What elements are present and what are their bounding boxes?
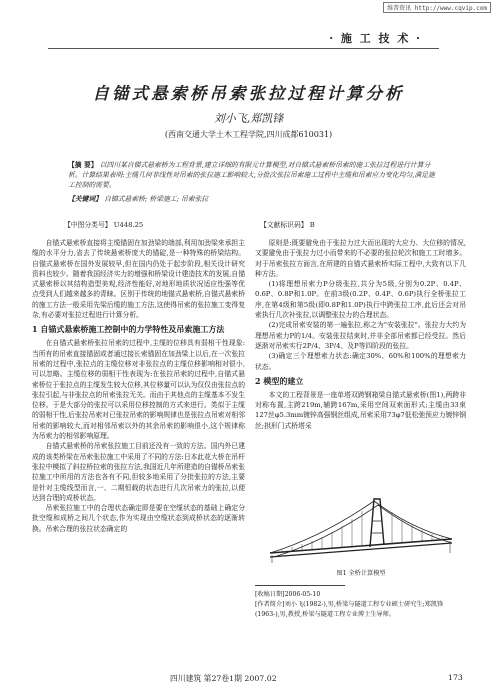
piers	[272, 541, 450, 563]
footnote	[255, 590, 466, 619]
keywords	[68, 193, 440, 203]
paragraph: 吊索张拉施工中的合理状态确定即是要在空缆状态的基础上确定分批空缆和成桥之间几个状态,作为实现由空缆状态到成桥状态的逐渐转换。吊索合理的张拉状态确定的	[32, 504, 245, 533]
classification-label: 【中图分类号】	[64, 221, 112, 229]
paragraph: 本文的工程背景是一座单塔双跨钢箱梁自锚式悬索桥(图1),两跨非对称布置,主跨219m,辅跨167m,采用空间双索面形式;主缆由33束127丝φ5.3mm镀锌高强钢丝组成,吊索采用73φ7低松弛预应力镀锌钢丝;拱形门式桥塔采	[255, 390, 466, 430]
paragraph: 自锚式悬索桥直接将主缆锚固在加劲梁的端部,利用加劲梁来承担主缆的水平分力,省去了传统悬索桥庞大的锚碇,是一种特殊的桥梁结构。自锚式悬索桥在国外发展较早,但在国内仍处于起步阶段,相关设计研究资料也较少。随着我国经济实力的增强和桥梁设计建造技术的发展,自锚式悬索桥以其结构造型美观,经济性能好,对地形地质状况适应性强等优点受到人们越来越多的青睐。区别于传统的地锚式悬索桥,自锚式悬索桥的施工方法一般采用先梁后缆的施工方法,这使得吊索的张拉施工变得复杂,有必要对张拉过程进行计算分析。	[32, 239, 245, 320]
header-rule	[48, 48, 439, 49]
received-date: [收稿日期]2006-05-10	[255, 591, 321, 598]
classification-number	[64, 219, 143, 229]
bridge-model-figure	[262, 491, 460, 566]
right-column	[255, 238, 466, 431]
author-bio: [作者简介]刘小飞(1982-),男,桥梁与隧道工程专业硕士研究生;郑凯锋(1963-),男,教授,桥梁与隧道工程专业博士生导师。	[255, 600, 444, 618]
journal-footer: 四川建筑 第27卷1期 2007.02	[170, 674, 277, 683]
abstract-label: 【摘 要】	[68, 161, 98, 169]
article-title: 自锚式悬索桥吊索张拉过程计算分析	[92, 84, 405, 103]
left-column	[32, 238, 245, 534]
page-number: 173	[448, 673, 463, 682]
paragraph: 自锚式悬索桥的吊索张拉施工目前还没有一致的方法。国内外已建成的该类桥梁在吊索张拉施工中采用了不同的方法:日本此花大桥在吊杆张拉中模拟了斜拉桥拉索的张拉方法,我国近几年所建造的自锚桥吊索张拉施工中所用的方法也各有不同,但较多地采用了分批张拉的方法,主要是针对主缆线型而言,一、二期恒载的状态进行几次吊索力的张拉,以便达到合理的成桥状态。	[32, 442, 245, 502]
paragraph: (1)将理想吊索力P分级张拉,共分为5级,分别为0.2P、0.4P、0.6P、0.8P和1.0P。在前3级(0.2P、0.4P、0.6P)执行全桥张拉工序,在第4级和第5级(即0.8P和1.0P)执行中跨张拉工序,此后还会对吊索执行几次补张拉,以调整张拉力的合理状态。	[255, 280, 466, 320]
section-heading-1: 1 自锚式悬索桥施工控制中的力学特性及吊索施工方法	[32, 324, 225, 335]
paragraph: (2)完成吊索安装的第一遍张拉,称之为"安装张拉"。张拉力大约为理想吊索力P的1/4。安装张拉结束时,并非全部吊索都已经受拉。然后逐渐对吊索实行2P/4、3P/4、及P等四阶段的张拉。	[255, 321, 466, 350]
paragraph: (3)确定三个理想索力状态:确定30%、60%和100%的理想索力状态。	[255, 352, 466, 371]
section-heading-2: 2 模型的建立	[255, 375, 304, 386]
classification-value: U448.25	[113, 221, 144, 229]
authors: 刘小飞,郑凯锋	[213, 112, 284, 125]
footnote-rule	[255, 585, 345, 586]
figure-caption: 图1 全桥计算模型	[336, 570, 386, 577]
document-code	[260, 219, 315, 229]
paragraph: 原则是:既要避免由于张拉力过大而出现的大应力、大位移的情况,又要避免由于张拉力过小而带来的不必要的张拉轮次和施工工时增多。对于吊索张拉方面言,在所建的自锚式悬索桥实际工程中,大致有以下几种方法。	[255, 239, 466, 278]
doc-code-value: B	[309, 221, 315, 229]
source-stamp: 维普资讯 http://www.cqvip.com	[383, 2, 491, 13]
abstract-text: 以四川某自锚式悬索桥为工程背景,建立详细的有限元计算模型,对自锚式悬索桥吊索的施工张拉过程进行计算分析。计算结果表明:主缆几何非线性对吊索的张拉施工影响较大,分批次张拉吊索施工过程中主缆和吊索应力变化均匀,满足施工控制的需要。	[68, 161, 435, 190]
keywords-label: 【关键词】	[68, 195, 102, 203]
paragraph: 在自锚式悬索桥张拉吊索的过程中,主缆的位移具有弱相干性现象:当所有的吊索直接锚固或者通过接长索锚固在加劲梁上以后,在一次张拉吊索的过程中,张拉点的主缆位移对非张拉点的主缆位移影响相对很小,可以忽略。主缆位移的弱相干性表现为:在张拉吊索的过程中,自锚式悬索桥位于张拉点的主缆发生较大位移,其位移量可以认为仅仅由张拉点的张拉引起,与非张拉点的吊索张拉无关。而由于其他点的主缆基本不发生位移。于是大部分的张拉可以采用位移控制的方式来进行。类似于主缆的弱相干性,后张拉吊索对已张拉吊索的影响规律也是张拉点吊索对相邻吊索的影响较大,而对相邻吊索以外的其余吊索的影响很小,这个规律称为吊索力的相邻影响原理。	[32, 339, 245, 441]
affiliation: (西南交通大学土木工程学院,四川成都610031)	[164, 130, 333, 139]
abstract	[68, 160, 440, 191]
doc-code-label: 【文献标识码】	[260, 221, 308, 229]
keywords-text: 自锚式悬索桥; 桥梁施工; 吊索张拉	[104, 195, 209, 203]
section-tag: · 施 工 技 术 ·	[329, 32, 422, 45]
